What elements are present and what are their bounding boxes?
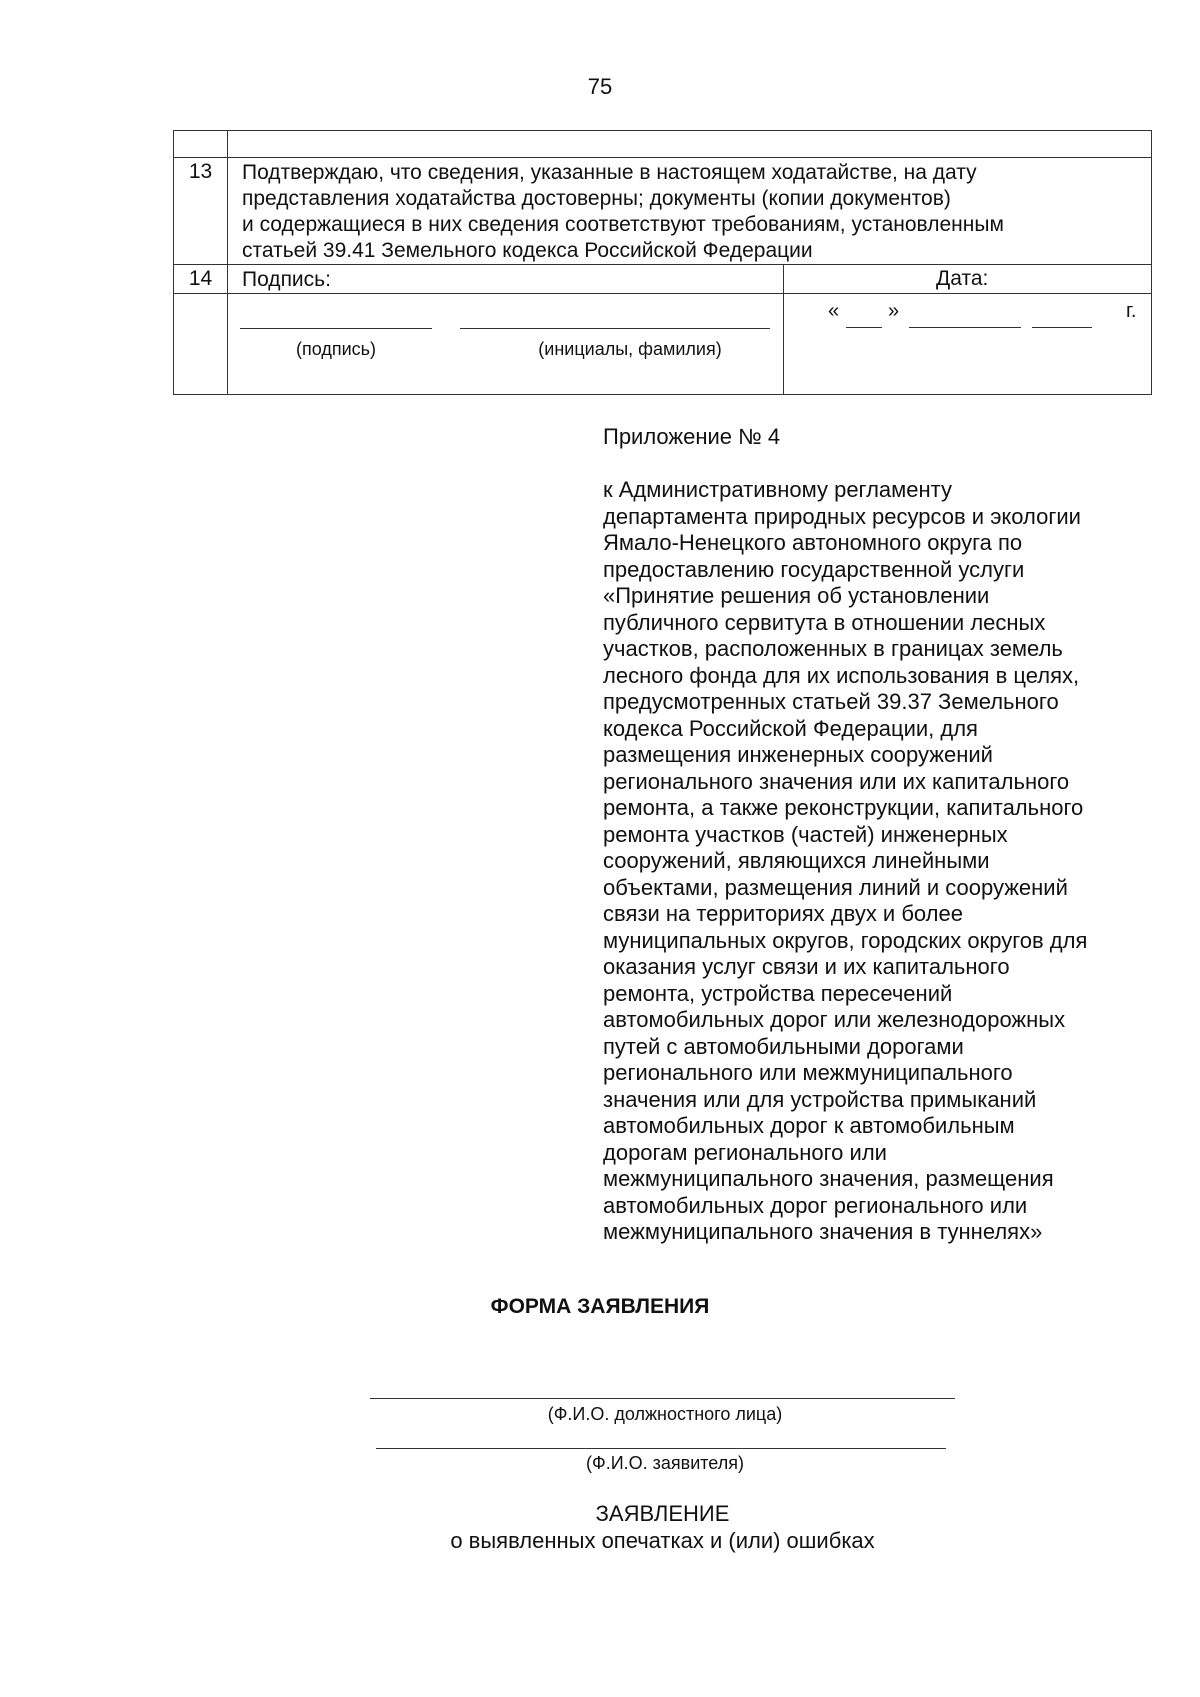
signature-row-number-cell <box>174 294 228 395</box>
appendix-title: Приложение № 4 <box>603 424 781 449</box>
appendix-reference <box>603 477 1163 1246</box>
date-label-cell <box>784 265 1152 294</box>
date-year-field[interactable] <box>1032 327 1092 328</box>
appendix-line: муниципальных округов, городских округов для <box>603 927 1088 953</box>
appendix-line: размещения инженерных сооружений <box>603 742 993 767</box>
applicant-name-field[interactable] <box>376 1448 946 1449</box>
appendix-line: предоставлению государственной услуги <box>603 556 1025 582</box>
confirmation-table <box>173 130 1152 395</box>
confirmation-line: представления ходатайства достоверны; документы (копии документов) <box>242 187 951 210</box>
appendix-line: лесного фонда для их использования в целях, <box>603 662 1080 688</box>
appendix-line: оказания услуг связи и их капитального <box>603 954 1010 979</box>
appendix-line: Ямало-Ненецкого автономного округа по <box>603 530 1023 555</box>
date-year-suffix: г. <box>1126 300 1137 322</box>
appendix-line: межмуниципального значения в туннелях» <box>603 1219 1043 1244</box>
table-header-row <box>174 131 1152 158</box>
header-cell-number <box>174 131 228 158</box>
confirmation-line: и содержащиеся в них сведения соответствуют требованиям, установленным <box>242 213 1004 236</box>
statement-title: ЗАЯВЛЕНИЕ <box>595 1501 730 1526</box>
appendix-line: путей с автомобильными дорогами <box>603 1033 964 1059</box>
appendix-line: связи на территориях двух и более <box>603 901 963 926</box>
appendix-line: публичного сервитута в отношении лесных <box>603 609 1046 635</box>
appendix-line: сооружений, являющихся линейными <box>603 848 990 873</box>
date-quote-close: » <box>888 300 900 322</box>
date-month-field[interactable] <box>909 327 1021 328</box>
date-day-field[interactable] <box>846 327 882 328</box>
date-label: Дата: <box>936 267 989 290</box>
appendix-line: значения или для устройства примыканий <box>603 1086 1037 1112</box>
official-name-caption: (Ф.И.О. должностного лица) <box>547 1404 783 1424</box>
page-number: 75 <box>587 74 613 99</box>
appendix-line: «Принятие решения об установлении <box>603 583 990 608</box>
signature-field[interactable] <box>240 328 432 329</box>
official-name-field[interactable] <box>370 1398 955 1399</box>
confirmation-line: Подтверждаю, что сведения, указанные в настоящем ходатайстве, на дату <box>242 161 977 184</box>
statement-subtitle: о выявленных опечатках и (или) ошибках <box>450 1528 875 1553</box>
appendix-line: дорогам регионального или <box>603 1139 887 1165</box>
appendix-line: участков, расположенных в границах земель <box>603 636 1063 661</box>
appendix-line: регионального или межмуниципального <box>603 1060 1013 1085</box>
appendix-line: департамента природных ресурсов и экологии <box>603 503 1081 529</box>
confirmation-text <box>228 158 1152 265</box>
appendix-line: автомобильных дорог к автомобильным <box>603 1113 1015 1138</box>
appendix-line: предусмотренных статьей 39.37 Земельного <box>603 689 1059 714</box>
signature-caption: (подпись) <box>295 339 377 359</box>
appendix-line: к Административному регламенту <box>603 477 953 502</box>
applicant-name-caption: (Ф.И.О. заявителя) <box>586 1453 744 1473</box>
appendix-line: объектами, размещения линий и сооружений <box>603 874 1068 900</box>
row-number: 14 <box>174 265 228 294</box>
signature-cell <box>228 294 784 395</box>
date-cell <box>784 294 1152 395</box>
signature-row <box>174 294 1152 395</box>
form-heading: ФОРМА ЗАЯВЛЕНИЯ <box>490 1295 710 1318</box>
appendix-line: регионального значения или их капитального <box>603 768 1070 794</box>
initials-field[interactable] <box>460 328 770 329</box>
table-row-13 <box>174 158 1152 265</box>
date-quote-open: « <box>828 300 840 322</box>
appendix-line: ремонта участков (частей) инженерных <box>603 821 1008 847</box>
initials-caption: (инициалы, фамилия) <box>538 339 722 359</box>
appendix-line: автомобильных дорог регионального или <box>603 1192 1028 1218</box>
signature-label: Подпись: <box>228 265 784 294</box>
confirmation-line: статьей 39.41 Земельного кодекса Российской Федерации <box>242 239 813 262</box>
appendix-line: автомобильных дорог или железнодорожных <box>603 1007 1066 1032</box>
appendix-line: межмуниципального значения, размещения <box>603 1166 1054 1191</box>
table-row-14 <box>174 265 1152 294</box>
appendix-line: ремонта, а также реконструкции, капитального <box>603 795 1084 820</box>
appendix-line: ремонта, устройства пересечений <box>603 980 953 1006</box>
appendix-line: кодекса Российской Федерации, для <box>603 715 978 741</box>
header-cell-content <box>228 131 1152 158</box>
row-number: 13 <box>174 158 228 265</box>
